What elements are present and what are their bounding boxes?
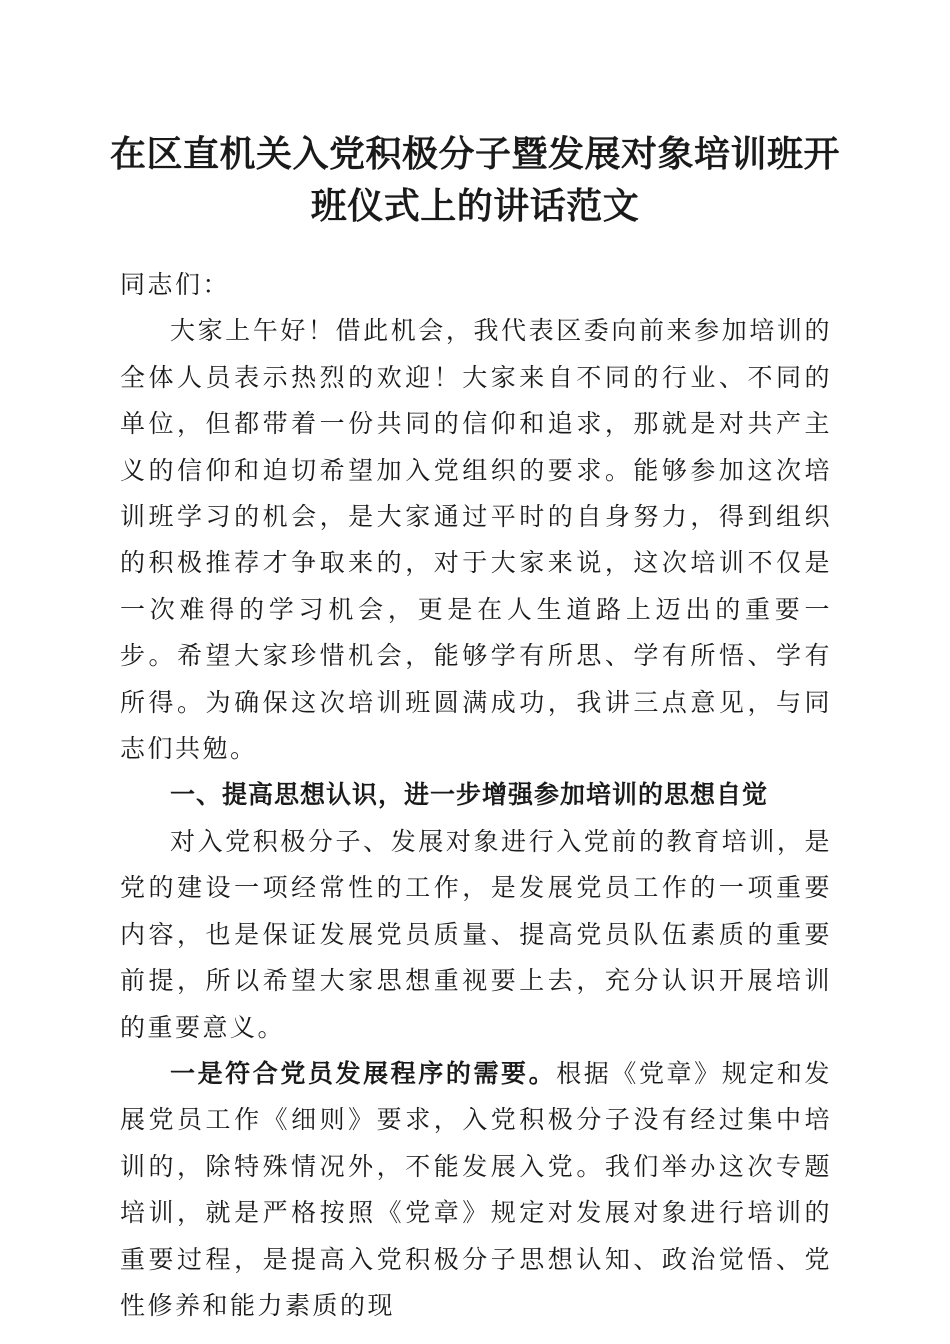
document-title	[100, 128, 850, 232]
paragraph-opening: 大家上午好！借此机会，我代表区委向前来参加培训的全体人员表示热烈的欢迎！大家来自不同的行业、不同的单位，但都带着一份共同的信仰和追求，那就是对共产主义的信仰和迫切希望加入党组织的要求。能够参加这次培训班学习的机会，是大家通过平时的自身努力，得到组织的积极推荐才争取来的，对于大家来说，这次培训不仅是一次难得的学习机会，更是在人生道路上迈出的重要一步。希望大家珍惜机会，能够学有所思、学有所悟、学有所得。为确保这次培训班圆满成功，我讲三点意见，与同志们共勉。	[120, 316, 832, 764]
document-body	[120, 262, 832, 1329]
title-line-2: 班仪式上的讲话范文	[310, 185, 640, 227]
title-line-1: 在区直机关入党积极分子暨发展对象培训班开	[109, 133, 840, 175]
section-heading-1: 一、提高思想认识，进一步增强参加培训的思想自觉	[170, 780, 769, 810]
point-1-body: 根据《党章》规定和发展党员工作《细则》要求，入党积极分子没有经过集中培训的，除特殊情况外，不能发展入党。我们举办这次专题培训，就是严格按照《党章》规定对发展对象进行培训的重要过程，是提高入党积极分子思想认知、政治觉悟、党性修养和能力素质的现	[120, 1058, 832, 1320]
paragraph-point-1	[120, 1051, 832, 1329]
paragraph-section1-intro: 对入党积极分子、发展对象进行入党前的教育培训，是党的建设一项经常性的工作，是发展党员工作的一项重要内容，也是保证发展党员质量、提高党员队伍素质的重要前提，所以希望大家思想重视要上去，充分认识开展培训的重要意义。	[120, 826, 832, 1042]
salutation: 同志们：	[120, 270, 231, 299]
point-1-lead: 一是符合党员发展程序的需要。	[170, 1058, 557, 1088]
